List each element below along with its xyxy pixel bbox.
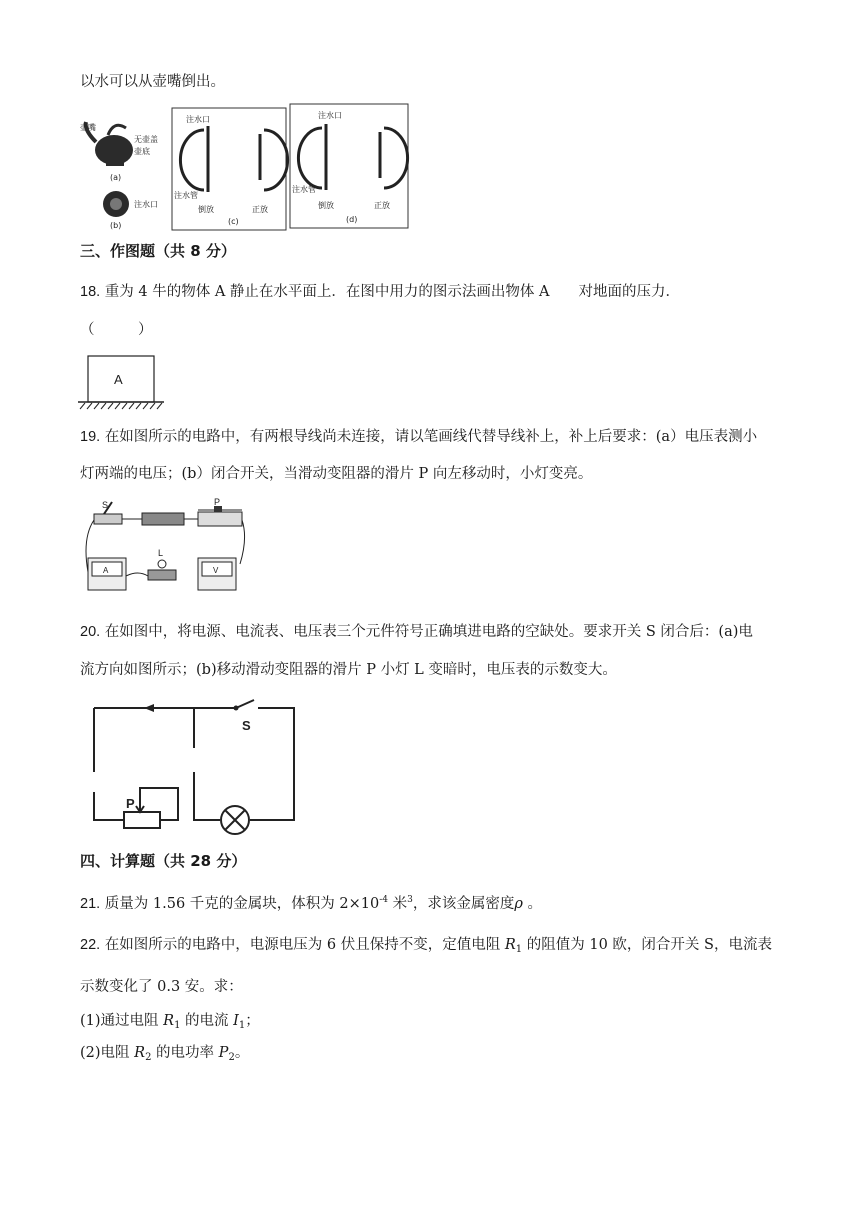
- q22-text-a: 在如图所示的电路中，电源电压为 6 伏且保持不变，定值电阻: [104, 937, 505, 953]
- q20-number: 20.: [80, 624, 101, 640]
- caption-a: (a): [110, 173, 122, 182]
- q22-number: 22.: [80, 937, 101, 953]
- q22-sub1-c: ；: [245, 1013, 260, 1029]
- label-fill-tube-d: 注水管: [292, 185, 316, 194]
- teapot-bottom-image: [103, 191, 129, 217]
- caption-d: (d): [346, 215, 358, 224]
- q22-r1-symbol: R: [504, 937, 516, 953]
- section3-title: 三、作图题（共 8 分）: [80, 242, 236, 260]
- q22-sub1-b: 的电流: [180, 1013, 234, 1029]
- q20-text1: 在如图中，将电源、电流表、电压表三个元件符号正确填进电路的空缺处。要求开关 S 闭合后：(a)电: [104, 624, 753, 640]
- label-upright-c: 正放: [252, 205, 268, 214]
- q22-sub1: [80, 1011, 260, 1036]
- q21-text-b: 米: [388, 896, 408, 912]
- q22-sub2-r-sub: 2: [145, 1052, 152, 1063]
- q19-line2: 灯两端的电压；(b）闭合开关，当滑动变阻器的滑片 P 向左移动时，小灯变亮。: [80, 466, 593, 482]
- label-s: S: [102, 500, 109, 510]
- q22-sub2-p-sub: 2: [228, 1052, 235, 1063]
- q21-text-c: ，求该金属密度: [412, 896, 515, 912]
- q22-line2: 示数变化了 0.3 安。求：: [80, 979, 243, 995]
- q18-blank: （ ）: [80, 322, 153, 338]
- q20-line2: 流方向如图所示；(b)移动滑动变阻器的滑片 P 小灯 L 变暗时，电压表的示数变大。: [80, 662, 617, 678]
- q21-exp2: 3: [407, 895, 413, 905]
- ground-hatch: [80, 403, 162, 409]
- teapot-figure: [78, 100, 418, 232]
- panel-d: [290, 104, 408, 228]
- q18-question: [80, 282, 680, 302]
- q22-line1: [80, 935, 772, 960]
- q19-number: 19.: [80, 429, 101, 445]
- q22-text-b: 的阻值为 10 欧，闭合开关 S，电流表: [522, 937, 772, 953]
- label-fill-tube-c: 注水管: [174, 191, 198, 200]
- caption-b: (b): [110, 221, 122, 230]
- panel-c: [172, 108, 286, 230]
- q22-sub2-r: R: [134, 1045, 146, 1061]
- lamp-l: [148, 560, 176, 580]
- q21-rho: ρ: [514, 896, 523, 912]
- label-upright-d: 正放: [374, 201, 390, 210]
- q22-r1-sub: 1: [515, 944, 523, 955]
- q22-sub2: [80, 1043, 249, 1068]
- q20-line1: [80, 622, 753, 642]
- cross-section-c: [180, 126, 287, 192]
- q19-circuit-figure: [80, 498, 250, 600]
- rheostat-p: [124, 812, 160, 828]
- label-ammeter: A: [103, 566, 109, 575]
- label-spout: 壶嘴: [80, 123, 96, 132]
- q21-number: 21.: [80, 896, 101, 912]
- q21-text-d: 。: [522, 896, 542, 912]
- block-a-label: A: [114, 372, 123, 387]
- q22-sub1-i-sub: 1: [238, 1020, 246, 1031]
- label-p: P: [214, 498, 221, 507]
- label-inverted-d: 倒放: [318, 201, 334, 210]
- q22-sub2-a: (2)电阻: [80, 1045, 135, 1061]
- cross-section-d: [298, 124, 407, 190]
- lamp-l: [221, 806, 249, 834]
- label-fill-port-c: 注水口: [186, 115, 210, 124]
- q22-sub2-c: 。: [234, 1045, 250, 1061]
- q22-sub1-i: I: [233, 1013, 239, 1029]
- q18-number: 18.: [80, 284, 101, 300]
- intro-line: 以水可以从壶嘴倒出。: [80, 74, 225, 90]
- caption-c: (c): [228, 217, 239, 226]
- label-fill-port-d: 注水口: [318, 111, 342, 120]
- section4-title: 四、计算题（共 28 分）: [80, 852, 247, 870]
- q21-question: [80, 890, 542, 914]
- q18-text: 重为 4 牛的物体 A 静止在水平面上．在图中用力的图示法画出物体 A 对地面的压力．: [104, 284, 680, 300]
- q21-exp1: -4: [379, 895, 388, 905]
- switch-s-contact: [234, 706, 239, 711]
- q21-text-a: 质量为 1.56 千克的金属块，体积为 2×10: [104, 896, 380, 912]
- label-bottom: 壶底: [134, 147, 150, 156]
- current-arrow: [144, 704, 154, 712]
- q18-block-figure: [76, 354, 168, 410]
- q22-sub1-r: R: [163, 1013, 175, 1029]
- rheostat: [198, 506, 242, 526]
- label-inverted-c: 倒放: [198, 205, 214, 214]
- q22-sub1-a: (1)通过电阻: [80, 1013, 164, 1029]
- label-no-lid: 无壶盖: [134, 135, 158, 144]
- label-fill-port-b: 注水口: [134, 200, 158, 209]
- q19-line1: [80, 427, 757, 447]
- q22-sub2-p: P: [218, 1045, 229, 1061]
- q22-sub2-b: 的电功率: [151, 1045, 219, 1061]
- q20-circuit-figure: [86, 696, 302, 836]
- circuit-wires: [94, 700, 294, 820]
- slider-arrow: [136, 800, 144, 812]
- label-p: P: [126, 796, 135, 811]
- label-l: L: [158, 548, 164, 558]
- battery: [142, 513, 184, 525]
- label-s: S: [242, 718, 251, 733]
- q19-text1: 在如图所示的电路中，有两根导线尚未连接，请以笔画线代替导线补上，补上后要求：(a）电压表测小: [104, 429, 758, 445]
- label-voltmeter: V: [213, 566, 219, 575]
- q22-sub1-r-sub: 1: [174, 1020, 181, 1031]
